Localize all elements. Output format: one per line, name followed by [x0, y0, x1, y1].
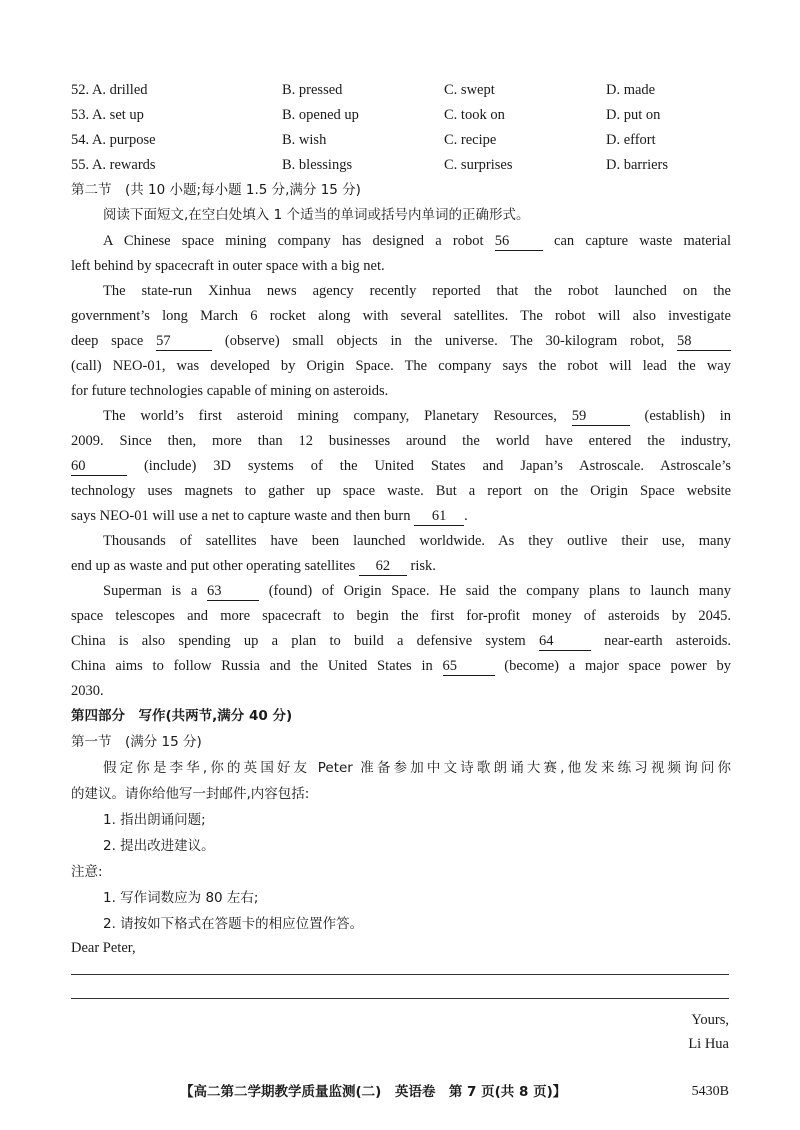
passage-line: [71, 504, 731, 528]
part4-section1: 第一节 (满分 15 分): [71, 734, 202, 750]
writing-line[interactable]: [71, 974, 729, 975]
writing-line[interactable]: [71, 998, 729, 999]
passage-text: (observe) small objects in the universe. The 30-kilogram robot,: [224, 333, 665, 349]
passage-line: (call) NEO-01, was developed by Origin Space. The company says the robot will lead the way: [71, 358, 731, 374]
blank-64[interactable]: 64: [539, 632, 591, 651]
passage-text: deep space: [71, 333, 144, 349]
option-a: 52. A. drilled: [71, 82, 148, 98]
option-b: B. pressed: [282, 82, 343, 98]
writing-prompt: 的建议。请你给他写一封邮件,内容包括:: [71, 786, 310, 802]
passage-text: (establish) in: [644, 408, 731, 424]
passage-text: end up as waste and put other operating satellites: [71, 558, 356, 574]
blank-62[interactable]: 62: [359, 557, 407, 576]
passage-text: The world’s first asteroid mining company, Planetary Resources,: [103, 408, 557, 424]
blank-65[interactable]: 65: [443, 657, 495, 676]
passage-line: [71, 229, 731, 253]
passage-line: 2030.: [71, 683, 104, 699]
option-row-53: [71, 103, 731, 127]
passage-line: space telescopes and more spacecraft to begin the first for-profit money of asteroids by 2045.: [71, 608, 731, 624]
blank-57[interactable]: 57: [156, 332, 212, 351]
blank-61[interactable]: 61: [414, 507, 464, 526]
option-d: D. barriers: [606, 157, 669, 173]
passage-text: .: [464, 508, 468, 524]
passage-line: [71, 404, 731, 428]
passage-text: China aims to follow Russia and the United States in: [71, 658, 433, 674]
footer-code: 5430B: [691, 1084, 729, 1099]
passage-text: Superman is a: [103, 583, 198, 599]
option-c: C. surprises: [444, 157, 513, 173]
note-item: 2. 请按如下格式在答题卡的相应位置作答。: [103, 916, 364, 932]
prompt-item: 2. 提出改进建议。: [103, 838, 215, 854]
prompt-item: 1. 指出朗诵问题;: [103, 812, 206, 828]
passage-line: technology uses magnets to gather up space waste. But a report on the Origin Space website: [71, 483, 731, 499]
passage-line: [71, 579, 731, 603]
option-d: D. made: [606, 82, 656, 98]
passage-text: near-earth asteroids.: [604, 633, 732, 649]
part4-heading: 第四部分 写作(共两节,满分 40 分): [71, 708, 293, 724]
section2-heading: 第二节 (共 10 小题;每小题 1.5 分,满分 15 分): [71, 182, 361, 198]
passage-line: for future technologies capable of mining on asteroids.: [71, 383, 389, 399]
option-b: B. wish: [282, 132, 327, 148]
option-a: 54. A. purpose: [71, 132, 156, 148]
letter-signature: Li Hua: [688, 1036, 729, 1052]
passage-text: (found) of Origin Space. He said the company plans to launch many: [268, 583, 731, 599]
passage-line: [71, 654, 731, 678]
option-c: C. took on: [444, 107, 505, 123]
writing-prompt: 假定你是李华,你的英国好友 Peter 准备参加中文诗歌朗诵大赛,他发来练习视频询问你: [103, 760, 731, 776]
passage-line: [71, 454, 731, 478]
passage-text: risk.: [410, 558, 436, 574]
passage-text: (include) 3D systems of the United States and Japan’s Astroscale. Astroscale’s: [143, 458, 732, 474]
passage-text: says NEO-01 will use a net to capture waste and then burn: [71, 508, 411, 524]
passage-line: The state-run Xinhua news agency recently reported that the robot launched on the: [103, 283, 731, 299]
option-b: B. opened up: [282, 107, 359, 123]
option-a: 53. A. set up: [71, 107, 144, 123]
option-row-54: [71, 128, 731, 152]
passage-line: government’s long March 6 rocket along with several satellites. The robot will also investigate: [71, 308, 731, 324]
note-label: 注意:: [71, 864, 103, 880]
passage-line: [71, 554, 731, 578]
passage-line: [71, 329, 731, 353]
letter-salutation: Dear Peter,: [71, 940, 136, 956]
blank-58[interactable]: 58: [677, 332, 731, 351]
option-a: 55. A. rewards: [71, 157, 156, 173]
letter-closing: Yours,: [691, 1012, 729, 1028]
passage-line: Thousands of satellites have been launched worldwide. As they outlive their use, many: [103, 533, 731, 549]
option-c: C. swept: [444, 82, 495, 98]
passage-text: can capture waste material: [554, 233, 731, 249]
section2-instruction: 阅读下面短文,在空白处填入 1 个适当的单词或括号内单词的正确形式。: [103, 207, 530, 223]
option-b: B. blessings: [282, 157, 353, 173]
passage-line: left behind by spacecraft in outer space with a big net.: [71, 258, 385, 274]
option-row-55: [71, 153, 731, 177]
blank-56[interactable]: 56: [495, 232, 543, 251]
note-item: 1. 写作词数应为 80 左右;: [103, 890, 259, 906]
blank-59[interactable]: 59: [572, 407, 630, 426]
page-footer: [0, 1080, 800, 1104]
passage-text: China is also spending up a plan to build a defensive system: [71, 633, 526, 649]
passage-line: [71, 629, 731, 653]
blank-60[interactable]: 60: [71, 457, 127, 476]
option-d: D. effort: [606, 132, 656, 148]
passage-text: A Chinese space mining company has designed a robot: [103, 233, 484, 249]
blank-63[interactable]: 63: [207, 582, 259, 601]
passage-line: 2009. Since then, more than 12 businesses around the world have entered the industry,: [71, 433, 731, 449]
option-c: C. recipe: [444, 132, 497, 148]
passage-text: (become) a major space power by: [504, 658, 732, 674]
option-d: D. put on: [606, 107, 661, 123]
option-row-52: [71, 78, 731, 102]
footer-title: 【高二第二学期教学质量监测(二) 英语卷 第 7 页(共 8 页)】: [180, 1084, 567, 1100]
